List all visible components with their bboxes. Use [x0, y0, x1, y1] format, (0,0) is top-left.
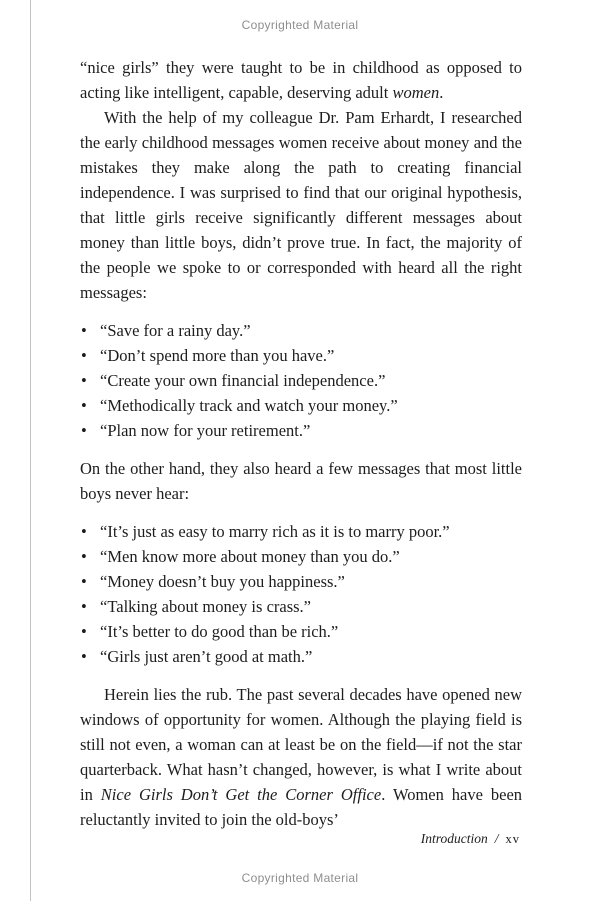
- copyright-notice-bottom: Copyrighted Material: [241, 871, 359, 885]
- paragraph-text: “nice girls” they were taught to be in childhood as opposed to acting like intelligent, capable, deserving adult: [80, 58, 522, 102]
- list-item: • “Money doesn’t buy you happiness.”: [80, 569, 522, 594]
- list-item: • “Talking about money is crass.”: [80, 594, 522, 619]
- list-item: • “Girls just aren’t good at math.”: [80, 644, 522, 669]
- paragraph-research: With the help of my colleague Dr. Pam Erhardt, I researched the early childhood messages women receive about money and the mistakes they make along the path to creating financial independence. I was surprised to find that our original hypothesis, that little girls receive significantly different messages about money than little boys, didn’t prove true. In fact, the majority of the people we spoke to or corresponded with heard all the right messages:: [80, 108, 522, 302]
- list-item: • “Plan now for your retirement.”: [80, 418, 522, 443]
- book-title-italic: Nice Girls Don’t Get the Corner Office: [100, 785, 382, 804]
- bullet-list-girl-messages: [80, 519, 522, 669]
- paragraph-text: Herein lies the rub. The past several decades have opened new windows of opportunity for women. Although the playing field is still not even, a woman can at least be on the field—if not the star quarterback. What hasn’t changed, however, is what I write about in: [80, 685, 522, 804]
- paragraph-other-hand: On the other hand, they also heard a few messages that most little boys never hear:: [80, 459, 522, 503]
- paragraph-text: . Women have been reluctantly invited to join the old-boys’: [80, 785, 523, 829]
- page-edge-line: [30, 0, 31, 901]
- list-item: • “Men know more about money than you do.”: [80, 544, 522, 569]
- bullet-list-right-messages: [80, 318, 522, 443]
- footer-page-number: xv: [505, 832, 520, 846]
- list-item: • “Methodically track and watch your money.”: [80, 393, 522, 418]
- list-item: • “Save for a rainy day.”: [80, 318, 522, 343]
- list-item: • “It’s just as easy to marry rich as it is to marry poor.”: [80, 519, 522, 544]
- footer-separator: /: [494, 831, 499, 846]
- footer-page-info: [421, 831, 520, 847]
- italic-word: women: [392, 83, 440, 102]
- paragraph-text: .: [439, 83, 444, 102]
- paragraph-continuation: [80, 55, 522, 105]
- body-text-block: [80, 55, 522, 832]
- list-item: • “It’s better to do good than be rich.”: [80, 619, 522, 644]
- paragraph-herein: [80, 682, 522, 832]
- list-item: • “Create your own financial independence.”: [80, 368, 522, 393]
- footer-section-label: Introduction: [420, 831, 488, 846]
- list-item: • “Don’t spend more than you have.”: [80, 343, 522, 368]
- copyright-notice-top: Copyrighted Material: [241, 18, 359, 32]
